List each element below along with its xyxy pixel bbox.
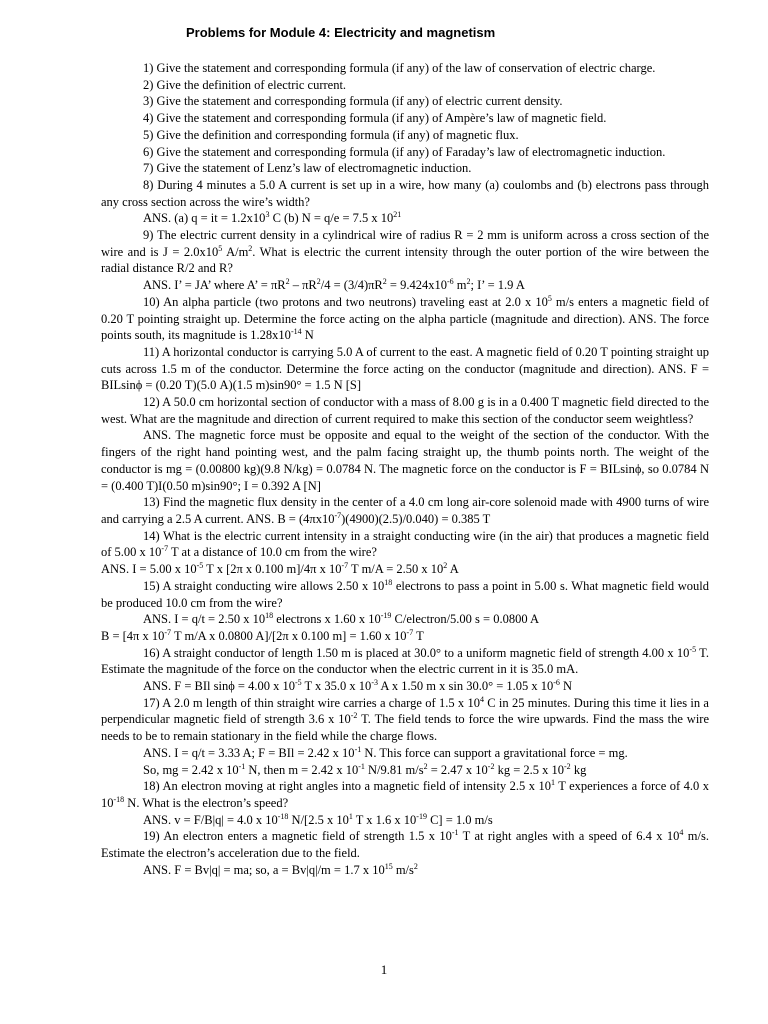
- problem-paragraph: 2) Give the definition of electric current.: [143, 77, 347, 92]
- problem-paragraph: 12) A 50.0 cm horizontal section of conductor with a mass of 8.00 g is in a 0.400 T magnetic field directed to the west. What are the magnitude and direction of current required to make this section of the conductor seem weightless?: [101, 395, 709, 426]
- problem-paragraph: 9) The electric current density in a cylindrical wire of radius R = 2 mm is uniform across a cross section of the wire and is $J = 2.0x10^5$ $A/m^2$. What is electric the current intensity through the outer portion of the wire between the radial distance R/2 and R?: [101, 228, 709, 276]
- answer-line: ANS. F = Bv|q| = ma; so, a = Bv|q|/m = 1.7 x $10^{15}$ $m/s^2$: [143, 861, 418, 877]
- answer-line: ANS. I = q/t = 3.33 A; F = BIl = 2.42 x $10^{-1}$ N. This force can support a gravitational force = mg.: [143, 744, 628, 760]
- problem-paragraph: 11) A horizontal conductor is carrying 5.0 A of current to the east. A magnetic field of 0.20 T pointing straight up cuts across 1.5 m of the conductor. Determine the force acting on the conductor (magnitude and direction). ANS. F = BILsinϕ = (0.20 T)(5.0 A)(1.5 m)sin90° = 1.5 N [S]: [101, 344, 709, 393]
- problem-paragraph: ANS. The magnetic force must be opposite and equal to the weight of the section of the conductor. With the fingers of the right hand pointing west, and the palm facing straight up, the thumb points north. The weight of the conductor is mg = (0.00800 kg)(9.8 N/kg) = 0.0784 N. The magnetic force on the conductor is F = BILsinϕ, so 0.0784 N = (0.400 T)I(0.50 m)sin90°; I = 0.392 A [N]: [101, 428, 709, 493]
- problem-paragraph: 14) What is the electric current intensity in a straight conducting wire (in the air) that produces a magnetic field of 5.00 x $10^{-7}$ T at a distance of 10.0 cm from the wire?: [101, 528, 709, 560]
- answer-line: ANS. I’ = JA’ where A’ = $\pi R^2 - \pi R^2/4 = (3/4)\pi R^2 = 9.424x10^{-6}$ $m^2$; I’ = 1.9 A: [143, 277, 525, 293]
- problem-list: [101, 60, 709, 878]
- problem-paragraph: 15) A straight conducting wire allows 2.50 x $10^{18}$ electrons to pass a point in 5.00 s. What magnetic field would be produced 10.0 cm from the wire?: [101, 577, 709, 610]
- problem-paragraph: 8) During 4 minutes a 5.0 A current is set up in a wire, how many (a) coulombs and (b) electrons pass through any cross section across the wire’s width?: [101, 177, 709, 209]
- problem-paragraph: 10) An alpha particle (two protons and two neutrons) traveling east at 2.0 x $10^5$ m/s enters a magnetic field of 0.20 T pointing straight up. Determine the force acting on the alpha particle (magnitude and direction). ANS. The force points south, its magnitude is $1.28x10^{-14}$ N: [101, 293, 709, 343]
- answer-line: So, mg = 2.42 x $10^{-1}$ N, then m = 2.42 x $10^{-1}$ N/9.81 $m/s^2 = 2.47$ x $10^{-2}$ kg = 2.5 x $10^{-2}$ kg: [143, 761, 587, 777]
- page-number: 1: [380, 962, 388, 977]
- page-title: Problems for Module 4: Electricity and magnetism: [186, 25, 496, 40]
- answer-line: ANS. (a) q = it = $1.2x10^3$ C (b) N = q/e = 7.5 x $10^{21}$: [143, 210, 402, 226]
- answer-line: B = [4π x $10^{-7}$ T m/A x 0.0800 A]/[2π x 0.100 m] = 1.60 x $10^{-7}$ T: [101, 627, 424, 643]
- problem-paragraph: 17) A 2.0 m length of thin straight wire carries a charge of 1.5 x $10^4$ C in 25 minutes. During this time it lies in a perpendicular magnetic field of strength 3.6 x $10^{-2}$ T. The field tends to force the wire upwards. Find the mass the wire needs to be to remain stationary in the field while the charge flows.: [101, 694, 710, 744]
- problem-paragraph: 19) An electron enters a magnetic field of strength 1.5 x $10^{-1}$ T at right angles with a speed of 6.4 x $10^4$ m/s. Estimate the electron’s acceleration due to the field.: [101, 828, 709, 861]
- problem-paragraph: 18) An electron moving at right angles into a magnetic field of intensity 2.5 x $10^1$ T experiences a force of 4.0 x $10^{-18}$ N. What is the electron’s speed?: [101, 778, 709, 810]
- problem-paragraph: 4) Give the statement and corresponding formula (if any) of Ampère’s law of magnetic field.: [143, 111, 607, 126]
- problem-paragraph: 7) Give the statement of Lenz’s law of electromagnetic induction.: [143, 161, 472, 176]
- problem-paragraph: 13) Find the magnetic flux density in the center of a 4.0 cm long air-core solenoid made with 4900 turns of wire and carrying a 2.5 A current. ANS. $B = (4\pi x10^{-7})(4900)(2.5)/0.040) = 0.385$ T: [101, 495, 709, 526]
- problem-paragraph: 6) Give the statement and corresponding formula (if any) of Faraday’s law of electromagnetic induction.: [143, 144, 666, 159]
- answer-line: ANS. I = q/t = 2.50 x $10^{18}$ electrons x 1.60 x $10^{-19}$ C/electron/5.00 s = 0.0800 A: [143, 611, 540, 627]
- problem-paragraph: 16) A straight conductor of length 1.50 m is placed at 30.0° to a uniform magnetic field of strength 4.00 x $10^{-5}$ T. Estimate the magnitude of the force on the conductor when the electric current in it is 35.0 mA.: [101, 644, 710, 677]
- problem-paragraph: 5) Give the definition and corresponding formula (if any) of magnetic flux.: [143, 127, 519, 142]
- answer-line: ANS. I = 5.00 x $10^{-5}$ T x [2π x 0.100 m]/4π x $10^{-7}$ T m/A = 2.50 x $10^2$ A: [101, 561, 459, 577]
- answer-line: ANS. v = F/B|q| = 4.0 x $10^{-18}$ N/[2.5 x $10^1$ T x 1.6 x $10^{-19}$ C] = 1.0 m/s: [143, 811, 493, 827]
- problem-paragraph: 1) Give the statement and corresponding formula (if any) of the law of conservation of electric charge.: [143, 61, 656, 75]
- problem-paragraph: 3) Give the statement and corresponding formula (if any) of electric current density.: [143, 94, 563, 109]
- answer-line: ANS. F = BIl sinϕ = 4.00 x $10^{-5}$ T x 35.0 x $10^{-3}$ A x 1.50 m x sin 30.0° = 1.05 x $10^{-6}$ N: [143, 678, 573, 694]
